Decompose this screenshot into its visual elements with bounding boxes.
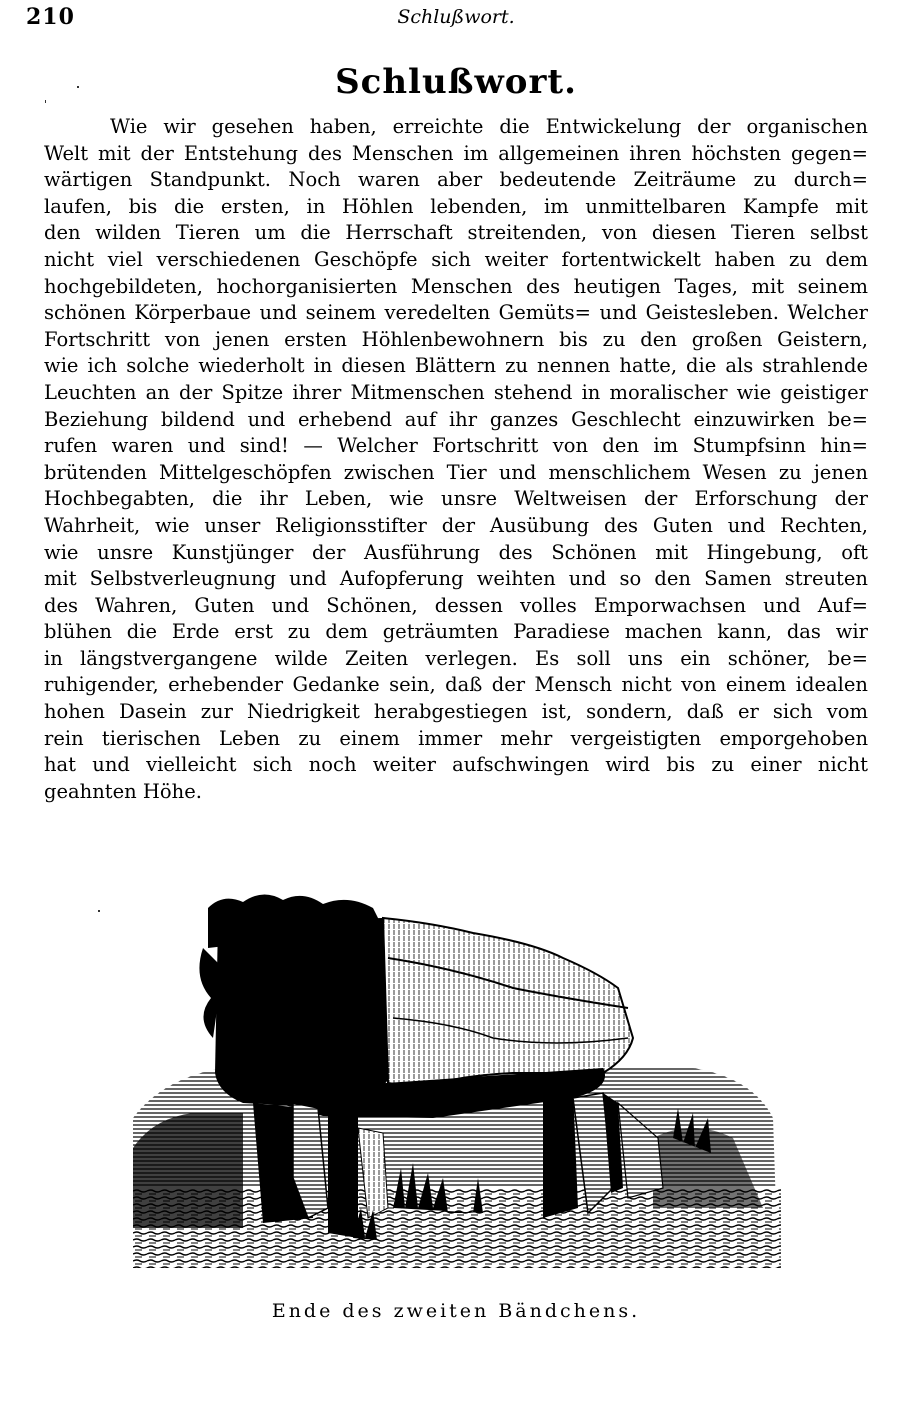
text-line: Wie wir gesehen haben, erreichte die Entwickelung der organischen [110, 115, 868, 138]
text-line: nicht viel verschiedenen Geschöpfe sich weiter fortentwickelt haben zu dem [44, 247, 868, 271]
text-line: hat und vielleicht sich noch weiter aufschwingen wird bis zu einer nicht [44, 753, 868, 777]
text-line: schönen Körperbaue und seinem veredelten Gemüts= und Geistesleben. Welcher [44, 301, 868, 325]
text-line: den wilden Tieren um die Herrschaft streitenden, von diesen Tieren selbst [44, 221, 868, 245]
text-line: wie unsre Kunstjünger der Ausführung des Schönen mit Hingebung, oft [44, 540, 868, 564]
illustration-caption: Ende des zweiten Bändchens. [271, 1300, 641, 1322]
text-line: blühen die Erde erst zu dem geträumten Paradiese machen kann, das wir [44, 620, 868, 644]
text-line: brütenden Mittelgeschöpfen zwischen Tier und menschlichem Wesen zu jenen [44, 460, 868, 484]
dolmen-illustration [133, 888, 781, 1268]
text-line: Beziehung bildend und erhebend auf ihr ganzes Geschlecht einzuwirken be= [44, 407, 868, 431]
page-number: 210 [26, 4, 75, 30]
text-line: hochgebildeten, hochorganisierten Menschen des heutigen Tages, mit seinem [44, 274, 868, 298]
text-line: Hochbegabten, die ihr Leben, wie unsre Weltweisen der Erforschung der [44, 487, 868, 511]
text-line: Wahrheit, wie unser Religionsstifter der Ausübung des Guten und Rechten, [44, 513, 868, 537]
text-line: Leuchten an der Spitze ihrer Mitmenschen stehend in moralischer wie geistiger [44, 380, 868, 404]
text-line: mit Selbstverleugnung und Aufopferung weihten und so den Samen streuten [44, 567, 868, 591]
running-header: Schlußwort. [397, 6, 515, 28]
text-line: ruhigender, erhebender Gedanke sein, daß der Mensch nicht von einem idealen [44, 673, 868, 697]
print-speck [98, 910, 100, 912]
text-line: rein tierischen Leben zu einem immer mehr vergeistigten emporgehoben [44, 726, 868, 750]
text-line: des Wahren, Guten und Schönen, dessen volles Emporwachsen und Auf= [44, 593, 868, 617]
text-line: geahnten Höhe. [44, 779, 202, 803]
text-line: hohen Dasein zur Niedrigkeit herabgestiegen ist, sondern, daß er sich vom [44, 700, 868, 724]
text-line: Fortschritt von jenen ersten Höhlenbewohnern bis zu den großen Geistern, [44, 327, 868, 351]
chapter-title: Schlußwort. [335, 62, 577, 102]
text-line: in längstvergangene wilde Zeiten verlegen. Es soll uns ein schöner, be= [44, 646, 868, 670]
text-line: wärtigen Standpunkt. Noch waren aber bedeutende Zeiträume zu durch= [44, 168, 868, 192]
text-line: wie ich solche wiederholt in diesen Blättern zu nennen hatte, die als strahlende [44, 354, 868, 378]
text-line: Welt mit der Entstehung des Menschen im allgemeinen ihren höchsten gegen= [44, 141, 868, 165]
body-paragraph [44, 114, 868, 805]
text-line: rufen waren und sind! — Welcher Fortschritt von den im Stumpfsinn hin= [44, 434, 868, 458]
text-line: laufen, bis die ersten, in Höhlen lebenden, im unmittelbaren Kampfe mit [44, 194, 868, 218]
